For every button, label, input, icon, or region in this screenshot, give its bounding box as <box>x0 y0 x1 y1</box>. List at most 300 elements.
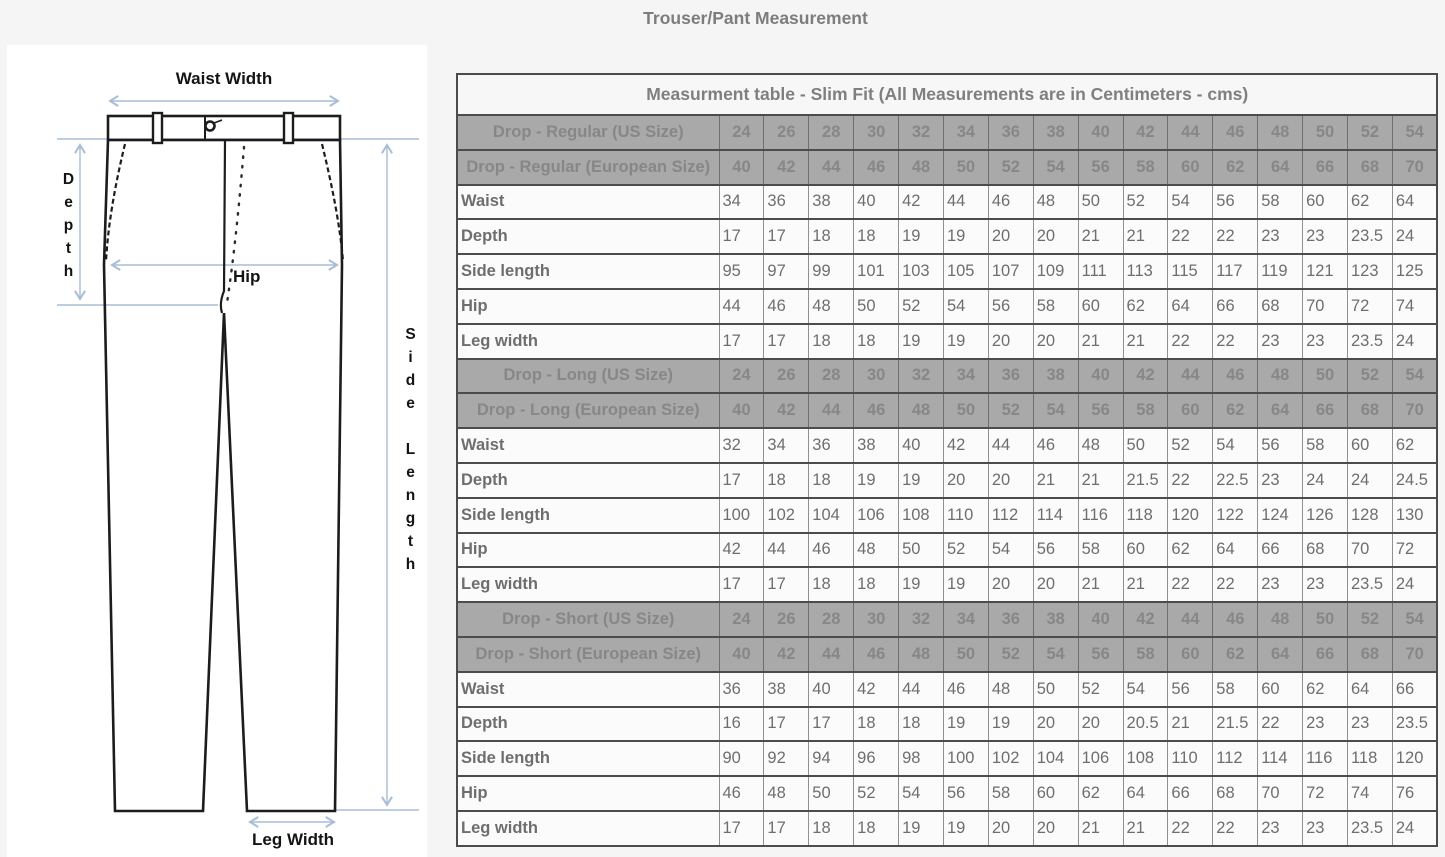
value-cell: 18 <box>809 567 854 602</box>
size-cell: 58 <box>1123 150 1168 185</box>
size-cell: 36 <box>988 115 1033 150</box>
measurement-table-container <box>456 73 1437 847</box>
row-label: Waist <box>457 672 719 707</box>
value-cell: 50 <box>1078 185 1123 220</box>
row-label: Depth <box>457 219 719 254</box>
value-cell: 17 <box>809 707 854 742</box>
value-cell: 112 <box>1213 741 1258 776</box>
value-cell: 58 <box>988 776 1033 811</box>
value-cell: 21 <box>1078 567 1123 602</box>
value-cell: 52 <box>943 533 988 568</box>
value-cell: 118 <box>1123 498 1168 533</box>
size-cell: 62 <box>1213 393 1258 428</box>
size-cell: 50 <box>943 637 988 672</box>
row-label: Leg width <box>457 811 719 846</box>
value-cell: 120 <box>1392 741 1437 776</box>
hip-label: Hip <box>233 267 261 286</box>
value-cell: 62 <box>1392 428 1437 463</box>
size-cell: 66 <box>1303 150 1348 185</box>
value-cell: 123 <box>1347 254 1392 289</box>
size-cell: 44 <box>809 637 854 672</box>
value-cell: 101 <box>854 254 899 289</box>
size-cell: 52 <box>988 393 1033 428</box>
value-cell: 18 <box>899 707 944 742</box>
value-cell: 98 <box>899 741 944 776</box>
size-cell: 32 <box>899 115 944 150</box>
value-cell: 103 <box>899 254 944 289</box>
value-cell: 20 <box>988 567 1033 602</box>
value-cell: 126 <box>1303 498 1348 533</box>
value-cell: 21.5 <box>1213 707 1258 742</box>
value-cell: 20 <box>943 463 988 498</box>
value-cell: 64 <box>1347 672 1392 707</box>
value-cell: 17 <box>764 324 809 359</box>
value-cell: 70 <box>1347 533 1392 568</box>
size-cell: 36 <box>988 602 1033 637</box>
row-label: Hip <box>457 776 719 811</box>
value-cell: 121 <box>1303 254 1348 289</box>
value-cell: 66 <box>1392 672 1437 707</box>
size-cell: 48 <box>1258 115 1303 150</box>
value-cell: 56 <box>1168 672 1213 707</box>
row-label: Drop - Regular (European Size) <box>457 150 719 185</box>
row-label: Depth <box>457 707 719 742</box>
value-cell: 24 <box>1392 811 1437 846</box>
size-cell: 64 <box>1258 393 1303 428</box>
value-cell: 21 <box>1123 324 1168 359</box>
size-cell: 44 <box>809 393 854 428</box>
value-cell: 62 <box>1347 185 1392 220</box>
value-cell: 120 <box>1168 498 1213 533</box>
value-cell: 22.5 <box>1213 463 1258 498</box>
value-cell: 23 <box>1303 219 1348 254</box>
value-cell: 22 <box>1168 811 1213 846</box>
trouser-shape <box>104 113 343 811</box>
value-cell: 46 <box>809 533 854 568</box>
measurement-row <box>457 741 1437 776</box>
value-cell: 23 <box>1303 324 1348 359</box>
value-cell: 21 <box>1033 463 1078 498</box>
value-cell: 64 <box>1123 776 1168 811</box>
value-cell: 56 <box>1213 185 1258 220</box>
value-cell: 20 <box>1078 707 1123 742</box>
size-cell: 34 <box>943 602 988 637</box>
value-cell: 113 <box>1123 254 1168 289</box>
value-cell: 22 <box>1168 219 1213 254</box>
value-cell: 58 <box>1258 185 1303 220</box>
size-cell: 54 <box>1392 115 1437 150</box>
value-cell: 52 <box>899 289 944 324</box>
size-cell: 54 <box>1033 393 1078 428</box>
value-cell: 70 <box>1258 776 1303 811</box>
value-cell: 18 <box>854 219 899 254</box>
value-cell: 117 <box>1213 254 1258 289</box>
size-cell: 40 <box>1078 115 1123 150</box>
value-cell: 44 <box>764 533 809 568</box>
value-cell: 22 <box>1168 567 1213 602</box>
value-cell: 114 <box>1033 498 1078 533</box>
value-cell: 68 <box>1213 776 1258 811</box>
size-cell: 66 <box>1303 637 1348 672</box>
row-label: Drop - Regular (US Size) <box>457 115 719 150</box>
value-cell: 54 <box>988 533 1033 568</box>
size-cell: 48 <box>899 150 944 185</box>
value-cell: 95 <box>719 254 764 289</box>
size-cell: 48 <box>1258 602 1303 637</box>
value-cell: 76 <box>1392 776 1437 811</box>
measurement-row <box>457 219 1437 254</box>
value-cell: 114 <box>1258 741 1303 776</box>
depth-label: Depth <box>60 171 77 286</box>
value-cell: 52 <box>1123 185 1168 220</box>
value-cell: 23 <box>1258 567 1303 602</box>
value-cell: 56 <box>1033 533 1078 568</box>
value-cell: 109 <box>1033 254 1078 289</box>
value-cell: 115 <box>1168 254 1213 289</box>
value-cell: 56 <box>943 776 988 811</box>
value-cell: 40 <box>854 185 899 220</box>
row-label: Depth <box>457 463 719 498</box>
value-cell: 110 <box>1168 741 1213 776</box>
value-cell: 21 <box>1078 811 1123 846</box>
value-cell: 19 <box>943 324 988 359</box>
value-cell: 74 <box>1392 289 1437 324</box>
value-cell: 64 <box>1213 533 1258 568</box>
measurement-row <box>457 254 1437 289</box>
value-cell: 107 <box>988 254 1033 289</box>
value-cell: 52 <box>1078 672 1123 707</box>
value-cell: 22 <box>1213 219 1258 254</box>
size-cell: 54 <box>1392 602 1437 637</box>
value-cell: 72 <box>1392 533 1437 568</box>
value-cell: 46 <box>988 185 1033 220</box>
value-cell: 36 <box>809 428 854 463</box>
value-cell: 56 <box>988 289 1033 324</box>
value-cell: 23 <box>1303 707 1348 742</box>
size-cell: 38 <box>1033 602 1078 637</box>
value-cell: 19 <box>899 463 944 498</box>
value-cell: 64 <box>1168 289 1213 324</box>
row-label: Hip <box>457 533 719 568</box>
value-cell: 48 <box>1033 185 1078 220</box>
drop-eu-size-row <box>457 150 1437 185</box>
value-cell: 106 <box>1078 741 1123 776</box>
row-label: Hip <box>457 289 719 324</box>
value-cell: 116 <box>1078 498 1123 533</box>
size-cell: 28 <box>809 359 854 394</box>
value-cell: 18 <box>809 811 854 846</box>
value-cell: 20 <box>1033 567 1078 602</box>
value-cell: 42 <box>854 672 899 707</box>
size-cell: 42 <box>1123 602 1168 637</box>
size-cell: 42 <box>1123 115 1168 150</box>
value-cell: 17 <box>764 567 809 602</box>
measurement-row <box>457 324 1437 359</box>
value-cell: 23 <box>1258 324 1303 359</box>
value-cell: 21 <box>1078 463 1123 498</box>
size-cell: 38 <box>1033 115 1078 150</box>
value-cell: 48 <box>764 776 809 811</box>
value-cell: 38 <box>854 428 899 463</box>
size-cell: 54 <box>1033 637 1078 672</box>
value-cell: 100 <box>719 498 764 533</box>
value-cell: 102 <box>764 498 809 533</box>
value-cell: 105 <box>943 254 988 289</box>
value-cell: 119 <box>1258 254 1303 289</box>
value-cell: 52 <box>1168 428 1213 463</box>
value-cell: 21 <box>1078 219 1123 254</box>
value-cell: 34 <box>719 185 764 220</box>
row-label: Waist <box>457 428 719 463</box>
value-cell: 46 <box>719 776 764 811</box>
size-cell: 54 <box>1392 359 1437 394</box>
value-cell: 19 <box>943 707 988 742</box>
value-cell: 111 <box>1078 254 1123 289</box>
size-cell: 40 <box>719 393 764 428</box>
size-cell: 46 <box>854 637 899 672</box>
size-cell: 24 <box>719 115 764 150</box>
value-cell: 21 <box>1168 707 1213 742</box>
size-cell: 56 <box>1078 150 1123 185</box>
size-cell: 54 <box>1033 150 1078 185</box>
value-cell: 20 <box>1033 707 1078 742</box>
value-cell: 96 <box>854 741 899 776</box>
value-cell: 23 <box>1258 811 1303 846</box>
size-cell: 48 <box>899 393 944 428</box>
size-cell: 48 <box>899 637 944 672</box>
size-cell: 46 <box>1213 602 1258 637</box>
value-cell: 60 <box>1347 428 1392 463</box>
value-cell: 60 <box>1303 185 1348 220</box>
size-cell: 28 <box>809 115 854 150</box>
leg-width-label: Leg Width <box>252 830 334 849</box>
size-cell: 34 <box>943 115 988 150</box>
size-cell: 50 <box>1303 359 1348 394</box>
size-cell: 50 <box>1303 115 1348 150</box>
value-cell: 19 <box>943 219 988 254</box>
size-cell: 52 <box>1347 359 1392 394</box>
size-cell: 36 <box>988 359 1033 394</box>
size-cell: 30 <box>854 602 899 637</box>
value-cell: 54 <box>899 776 944 811</box>
measurement-table-body <box>457 74 1437 846</box>
value-cell: 94 <box>809 741 854 776</box>
value-cell: 18 <box>854 324 899 359</box>
value-cell: 19 <box>988 707 1033 742</box>
value-cell: 70 <box>1303 289 1348 324</box>
value-cell: 99 <box>809 254 854 289</box>
measurement-row <box>457 428 1437 463</box>
value-cell: 19 <box>943 811 988 846</box>
value-cell: 110 <box>943 498 988 533</box>
value-cell: 104 <box>1033 741 1078 776</box>
value-cell: 90 <box>719 741 764 776</box>
value-cell: 23 <box>1258 463 1303 498</box>
value-cell: 50 <box>1123 428 1168 463</box>
size-cell: 44 <box>1168 602 1213 637</box>
row-label: Drop - Long (European Size) <box>457 393 719 428</box>
value-cell: 72 <box>1347 289 1392 324</box>
size-cell: 24 <box>719 359 764 394</box>
value-cell: 23.5 <box>1392 707 1437 742</box>
value-cell: 18 <box>854 707 899 742</box>
value-cell: 24 <box>1392 324 1437 359</box>
value-cell: 92 <box>764 741 809 776</box>
size-cell: 42 <box>1123 359 1168 394</box>
value-cell: 17 <box>719 463 764 498</box>
measurement-row <box>457 533 1437 568</box>
value-cell: 44 <box>943 185 988 220</box>
value-cell: 18 <box>854 811 899 846</box>
value-cell: 20 <box>1033 811 1078 846</box>
value-cell: 128 <box>1347 498 1392 533</box>
size-cell: 24 <box>719 602 764 637</box>
measurement-row <box>457 498 1437 533</box>
value-cell: 122 <box>1213 498 1258 533</box>
value-cell: 18 <box>809 219 854 254</box>
value-cell: 23 <box>1303 567 1348 602</box>
value-cell: 108 <box>899 498 944 533</box>
size-cell: 38 <box>1033 359 1078 394</box>
size-cell: 46 <box>1213 115 1258 150</box>
value-cell: 21 <box>1123 811 1168 846</box>
side-length-label: Side Length <box>402 326 419 579</box>
measurement-row <box>457 707 1437 742</box>
size-cell: 68 <box>1347 150 1392 185</box>
value-cell: 23.5 <box>1347 324 1392 359</box>
value-cell: 40 <box>809 672 854 707</box>
value-cell: 44 <box>988 428 1033 463</box>
value-cell: 50 <box>899 533 944 568</box>
value-cell: 24.5 <box>1392 463 1437 498</box>
value-cell: 22 <box>1168 463 1213 498</box>
value-cell: 20 <box>988 811 1033 846</box>
size-cell: 64 <box>1258 150 1303 185</box>
size-cell: 50 <box>943 150 988 185</box>
size-cell: 58 <box>1123 637 1168 672</box>
value-cell: 100 <box>943 741 988 776</box>
value-cell: 54 <box>1213 428 1258 463</box>
value-cell: 74 <box>1347 776 1392 811</box>
value-cell: 23 <box>1347 707 1392 742</box>
value-cell: 22 <box>1213 811 1258 846</box>
value-cell: 40 <box>899 428 944 463</box>
value-cell: 42 <box>943 428 988 463</box>
value-cell: 60 <box>1033 776 1078 811</box>
measurement-row <box>457 811 1437 846</box>
row-label: Leg width <box>457 567 719 602</box>
value-cell: 34 <box>764 428 809 463</box>
value-cell: 21 <box>1123 567 1168 602</box>
value-cell: 19 <box>899 811 944 846</box>
value-cell: 17 <box>719 567 764 602</box>
measurement-row <box>457 289 1437 324</box>
value-cell: 104 <box>809 498 854 533</box>
value-cell: 62 <box>1168 533 1213 568</box>
value-cell: 22 <box>1168 324 1213 359</box>
size-cell: 40 <box>719 150 764 185</box>
size-cell: 28 <box>809 602 854 637</box>
size-cell: 52 <box>1347 115 1392 150</box>
measurement-row <box>457 463 1437 498</box>
value-cell: 38 <box>809 185 854 220</box>
value-cell: 17 <box>764 219 809 254</box>
size-cell: 50 <box>943 393 988 428</box>
size-cell: 58 <box>1123 393 1168 428</box>
waist-width-label: Waist Width <box>175 69 273 88</box>
row-label: Leg width <box>457 324 719 359</box>
size-cell: 30 <box>854 359 899 394</box>
size-cell: 70 <box>1392 393 1437 428</box>
table-title-row <box>457 74 1437 115</box>
value-cell: 48 <box>988 672 1033 707</box>
value-cell: 17 <box>719 219 764 254</box>
value-cell: 58 <box>1303 428 1348 463</box>
value-cell: 18 <box>809 324 854 359</box>
size-cell: 52 <box>988 637 1033 672</box>
size-cell: 34 <box>943 359 988 394</box>
value-cell: 112 <box>988 498 1033 533</box>
size-cell: 44 <box>1168 359 1213 394</box>
value-cell: 68 <box>1258 289 1303 324</box>
size-cell: 32 <box>899 359 944 394</box>
value-cell: 54 <box>943 289 988 324</box>
value-cell: 48 <box>1078 428 1123 463</box>
value-cell: 19 <box>943 567 988 602</box>
value-cell: 66 <box>1258 533 1303 568</box>
drop-eu-size-row <box>457 393 1437 428</box>
value-cell: 21 <box>1078 324 1123 359</box>
size-cell: 30 <box>854 115 899 150</box>
value-cell: 50 <box>809 776 854 811</box>
value-cell: 62 <box>1123 289 1168 324</box>
value-cell: 20 <box>1033 324 1078 359</box>
value-cell: 19 <box>899 567 944 602</box>
size-cell: 42 <box>764 393 809 428</box>
value-cell: 60 <box>1078 289 1123 324</box>
value-cell: 24 <box>1303 463 1348 498</box>
trouser-outline-drawing <box>7 45 427 857</box>
value-cell: 18 <box>854 567 899 602</box>
measurement-table <box>456 73 1438 847</box>
value-cell: 19 <box>899 324 944 359</box>
value-cell: 58 <box>1213 672 1258 707</box>
value-cell: 23.5 <box>1347 567 1392 602</box>
value-cell: 20 <box>988 463 1033 498</box>
drop-us-size-row <box>457 359 1437 394</box>
size-cell: 60 <box>1168 393 1213 428</box>
value-cell: 22 <box>1258 707 1303 742</box>
value-cell: 58 <box>1078 533 1123 568</box>
size-cell: 32 <box>899 602 944 637</box>
value-cell: 17 <box>764 707 809 742</box>
value-cell: 66 <box>1168 776 1213 811</box>
row-label: Side length <box>457 254 719 289</box>
value-cell: 22 <box>1213 567 1258 602</box>
value-cell: 50 <box>854 289 899 324</box>
size-cell: 56 <box>1078 393 1123 428</box>
value-cell: 118 <box>1347 741 1392 776</box>
value-cell: 19 <box>899 219 944 254</box>
value-cell: 24 <box>1347 463 1392 498</box>
value-cell: 42 <box>899 185 944 220</box>
size-cell: 46 <box>854 150 899 185</box>
trouser-measurement-diagram <box>7 45 427 857</box>
value-cell: 32 <box>719 428 764 463</box>
value-cell: 38 <box>764 672 809 707</box>
value-cell: 44 <box>899 672 944 707</box>
measurement-row <box>457 672 1437 707</box>
